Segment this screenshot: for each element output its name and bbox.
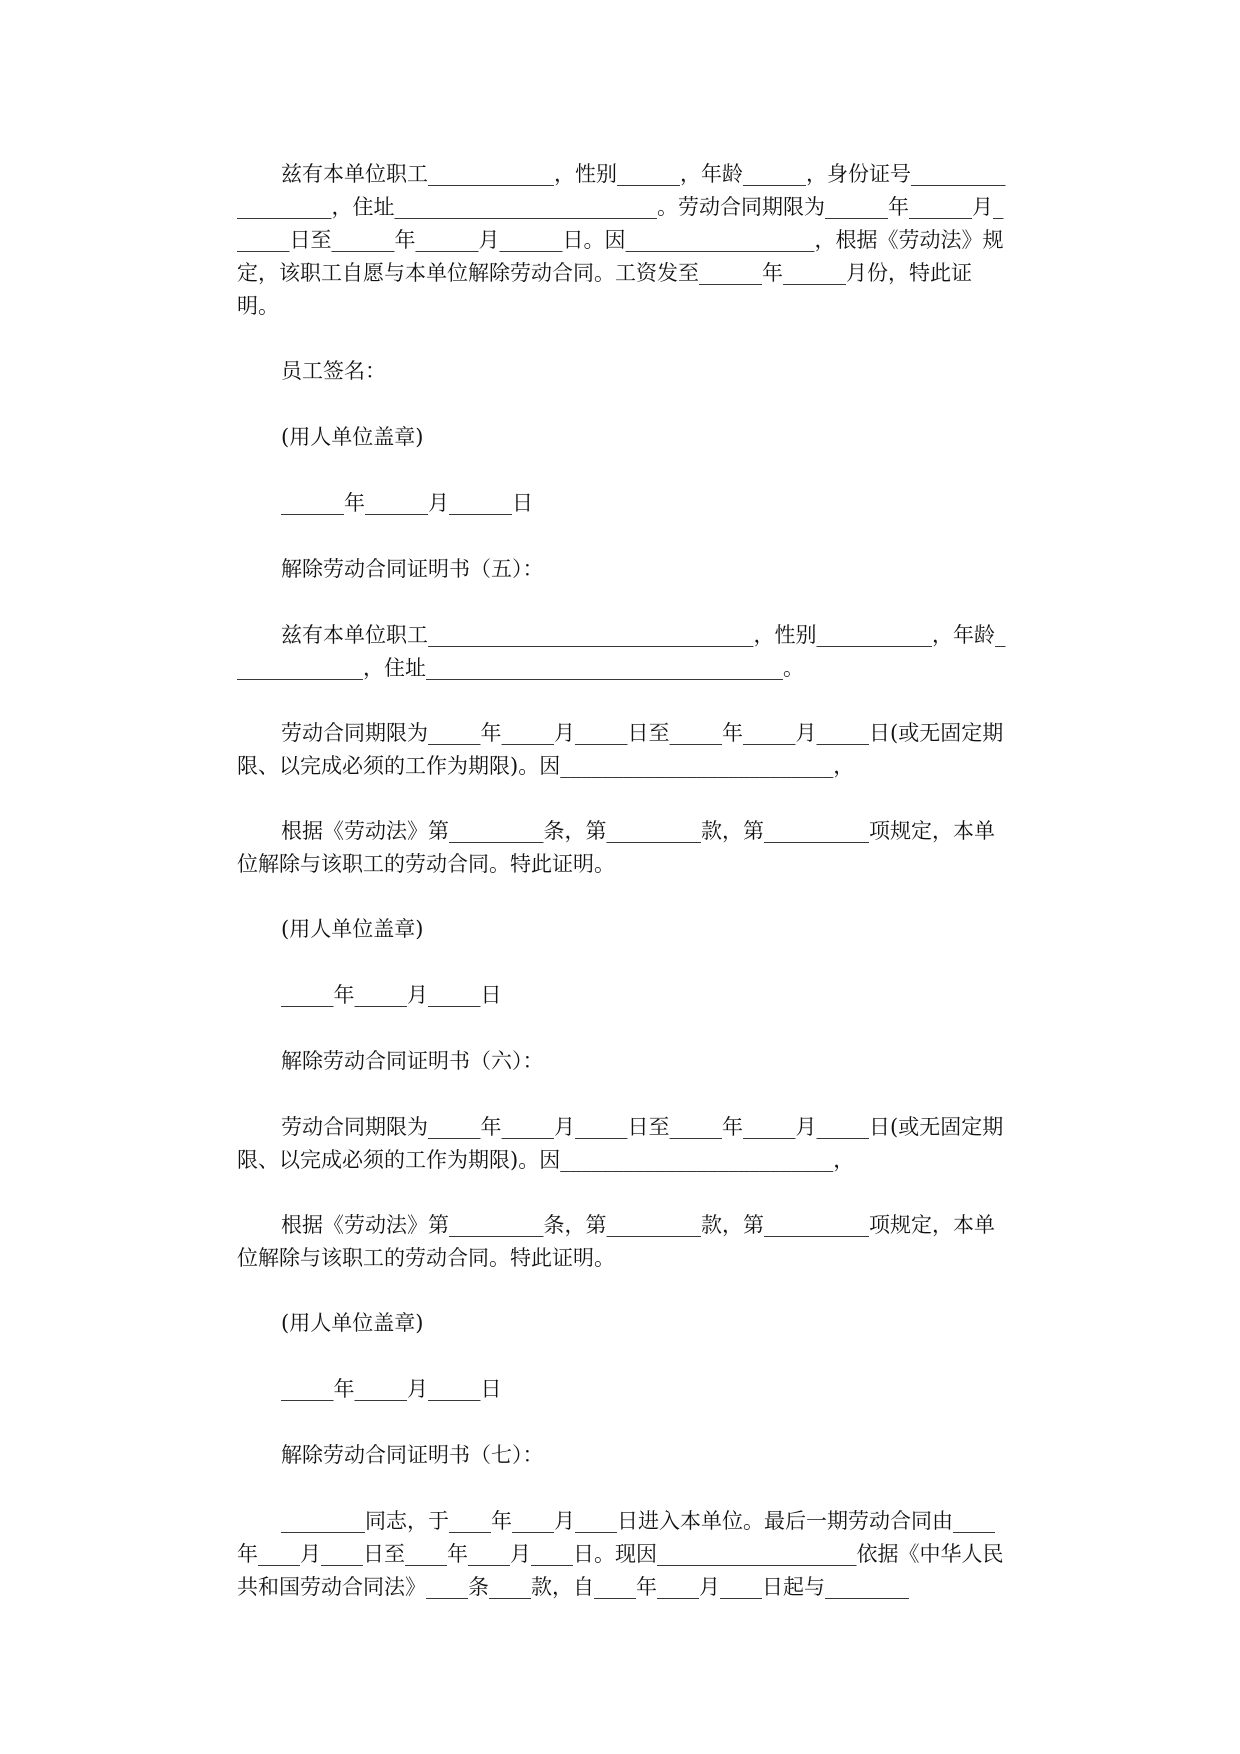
date-line: _____年_____月_____日 [281, 983, 502, 1007]
paragraph-contract-period: 劳动合同期限为_____年_____月_____日至_____年_____月_____日(或无固定期限、以完成必须的工作为期限)。因__________________________， [237, 721, 1004, 778]
section-title-five: 解除劳动合同证明书（五）： [281, 557, 544, 581]
company-seal-label: (用人单位盖章) [281, 917, 424, 941]
paragraph-contract-period: 劳动合同期限为_____年_____月_____日至_____年_____月_____日(或无固定期限、以完成必须的工作为期限)。因__________________________， [237, 1115, 1004, 1172]
paragraph-legal-basis: 根据《劳动法》第_________条，第_________款，第__________项规定，本单位解除与该职工的劳动合同。特此证明。 [237, 1213, 995, 1270]
paragraph-certificate-body: 兹有本单位职工____________，性别______，年龄______，身份证号__________________，住址_________________________。劳动合同期限为______年______月______日至______年______月______日。因__________________，根据《劳动法》规定，该职工自愿与本单位解除劳动合同。工资发至______年______月份，特此证明。 [237, 162, 1006, 318]
document-page [237, 158, 1012, 1718]
section-title-seven: 解除劳动合同证明书（七）： [281, 1443, 544, 1467]
paragraph-legal-basis: 根据《劳动法》第_________条，第_________款，第__________项规定，本单位解除与该职工的劳动合同。特此证明。 [237, 819, 995, 876]
date-line: _____年_____月_____日 [281, 1377, 502, 1401]
paragraph-employee-info: 兹有本单位职工_______________________________，性别___________，年龄_____________，住址__________________________________。 [237, 623, 1006, 680]
section-title-six: 解除劳动合同证明书（六）： [281, 1049, 544, 1073]
company-seal-label: (用人单位盖章) [281, 1311, 424, 1335]
employee-signature-label: 员工签名： [281, 359, 386, 383]
company-seal-label: (用人单位盖章) [281, 425, 424, 449]
paragraph-termination-notice: ________同志，于____年____月____日进入本单位。最后一期劳动合同由____年____月____日至____年____月____日。现因___________________依据《中华人民共和国劳动合同法》____条____款，自____年____月____日起与________ [237, 1509, 1004, 1599]
date-line: ______年______月______日 [281, 491, 533, 515]
